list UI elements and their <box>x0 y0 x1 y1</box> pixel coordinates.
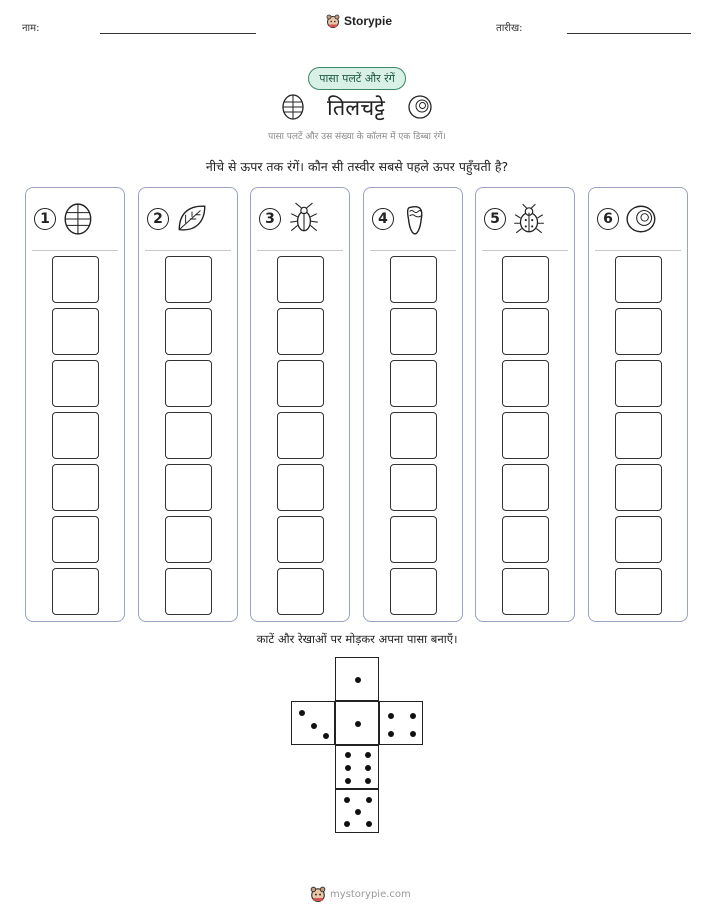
dice-pip <box>365 765 371 771</box>
color-box[interactable] <box>502 516 549 563</box>
dice-pip <box>344 821 350 827</box>
dice-pip <box>355 809 361 815</box>
color-box[interactable] <box>52 464 99 511</box>
column-divider <box>257 250 343 251</box>
dice-pip <box>311 723 317 729</box>
dice-pip <box>345 752 351 758</box>
footer <box>310 886 411 902</box>
color-box[interactable] <box>390 360 437 407</box>
color-box[interactable] <box>277 360 324 407</box>
ootheca-icon <box>400 202 434 236</box>
dice-pip <box>299 710 305 716</box>
color-box[interactable] <box>52 256 99 303</box>
name-line[interactable] <box>100 33 256 34</box>
color-box[interactable] <box>390 464 437 511</box>
color-box[interactable] <box>390 256 437 303</box>
color-box[interactable] <box>165 256 212 303</box>
column-number: 2 <box>147 208 169 230</box>
color-box[interactable] <box>277 568 324 615</box>
color-box[interactable] <box>277 308 324 355</box>
dice-pip <box>410 731 416 737</box>
dice-face-1 <box>335 657 379 701</box>
color-box[interactable] <box>52 412 99 459</box>
color-box[interactable] <box>165 308 212 355</box>
color-box[interactable] <box>165 516 212 563</box>
color-box[interactable] <box>615 568 662 615</box>
title-row <box>0 92 714 122</box>
dice-pip <box>355 721 361 727</box>
cockroach-egg-case-icon <box>62 202 96 236</box>
dice-pip <box>345 778 351 784</box>
snail-shell-icon <box>407 94 433 120</box>
color-box[interactable] <box>502 256 549 303</box>
storypie-mascot-icon <box>326 14 340 28</box>
column-number: 3 <box>259 208 281 230</box>
dice-face-5 <box>335 789 379 833</box>
dice-pip <box>366 821 372 827</box>
leaf-icon <box>175 202 209 236</box>
dice-pip <box>344 797 350 803</box>
dice-face-1 <box>335 701 379 745</box>
column-header <box>372 202 434 236</box>
column-4 <box>363 187 463 622</box>
color-box[interactable] <box>277 464 324 511</box>
dice-pip <box>355 677 361 683</box>
activity-badge: पासा पलटें और रंगें <box>308 67 406 90</box>
color-box[interactable] <box>165 412 212 459</box>
color-box[interactable] <box>502 360 549 407</box>
color-box[interactable] <box>502 568 549 615</box>
column-header <box>597 202 659 236</box>
column-header <box>147 202 209 236</box>
column-3 <box>250 187 350 622</box>
dice-pip <box>410 713 416 719</box>
cockroach-icon <box>287 202 321 236</box>
color-box[interactable] <box>277 516 324 563</box>
name-label: नाम: <box>22 23 40 34</box>
beetle-icon <box>512 202 546 236</box>
color-box[interactable] <box>165 360 212 407</box>
color-box[interactable] <box>165 568 212 615</box>
instruction: नीचे से ऊपर तक रंगें। कौन सी तस्वीर सबसे पहले ऊपर पहुँचती है? <box>205 159 509 174</box>
cockroach-egg-case-icon <box>281 93 305 121</box>
color-box[interactable] <box>52 568 99 615</box>
column-6 <box>588 187 688 622</box>
color-box[interactable] <box>615 412 662 459</box>
column-divider <box>145 250 231 251</box>
dice-pip <box>388 731 394 737</box>
snail-shell-icon <box>625 202 659 236</box>
color-box[interactable] <box>165 464 212 511</box>
column-divider <box>32 250 118 251</box>
dice-pip <box>366 797 372 803</box>
color-box[interactable] <box>390 568 437 615</box>
column-2 <box>138 187 238 622</box>
date-label: तारीख: <box>496 23 523 34</box>
brand-logo <box>326 14 392 28</box>
column-header <box>259 202 321 236</box>
color-box[interactable] <box>502 412 549 459</box>
date-line[interactable] <box>567 33 691 34</box>
color-box[interactable] <box>277 412 324 459</box>
dice-pip <box>365 778 371 784</box>
column-number: 1 <box>34 208 56 230</box>
color-box[interactable] <box>615 464 662 511</box>
subtitle: पासा पलटें और उस संख्या के कॉलम में एक डिब्बा रंगें। <box>268 132 446 142</box>
dice-pip <box>388 713 394 719</box>
color-box[interactable] <box>502 464 549 511</box>
column-number: 6 <box>597 208 619 230</box>
column-divider <box>370 250 456 251</box>
dice-instruction: काटें और रेखाओं पर मोड़कर अपना पासा बनाएँ। <box>256 632 458 646</box>
color-box[interactable] <box>277 256 324 303</box>
dice-face-4 <box>379 701 423 745</box>
color-box[interactable] <box>615 308 662 355</box>
column-divider <box>482 250 568 251</box>
color-box[interactable] <box>390 516 437 563</box>
dice-pip <box>345 765 351 771</box>
column-number: 5 <box>484 208 506 230</box>
color-box[interactable] <box>52 308 99 355</box>
color-box[interactable] <box>615 516 662 563</box>
color-box[interactable] <box>52 516 99 563</box>
column-number: 4 <box>372 208 394 230</box>
color-box[interactable] <box>615 256 662 303</box>
brand-name: Storypie <box>344 14 393 28</box>
dice-pip <box>365 752 371 758</box>
color-box[interactable] <box>52 360 99 407</box>
dice-face-3 <box>291 701 335 745</box>
dice-face-6 <box>335 745 379 789</box>
page-title: तिलचट्टे <box>327 96 385 121</box>
column-1 <box>25 187 125 622</box>
column-header <box>34 202 96 236</box>
color-box[interactable] <box>390 308 437 355</box>
color-box[interactable] <box>502 308 549 355</box>
color-box[interactable] <box>615 360 662 407</box>
storypie-mascot-icon <box>310 886 326 902</box>
footer-url[interactable]: mystorypie.com <box>330 888 411 900</box>
column-divider <box>595 250 681 251</box>
color-box[interactable] <box>390 412 437 459</box>
column-header <box>484 202 546 236</box>
dice-pip <box>323 733 329 739</box>
column-5 <box>475 187 575 622</box>
